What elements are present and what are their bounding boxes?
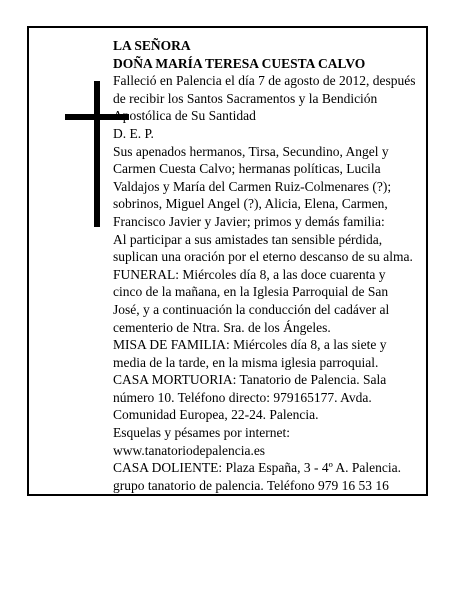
death-announcement: Falleció en Palencia el día 7 de agosto de 2012, después de recibir los Santos Sacramentos y la Bendición Apostólica de Su Santidad [113, 73, 416, 124]
notice-title-line1: LA SEÑORA [113, 38, 191, 53]
family-mourners: Sus apenados hermanos, Tirsa, Secundino, Angel y Carmen Cuesta Calvo; hermanas políticas, Lucila Valdajos y María del Carmen Ruiz-Colmenares (?); sobrinos, Miguel Angel (?), Alicia, Elena, Carmen, Francisco Javier y Javier; primos y demás familia: [113, 143, 392, 229]
funeral-home-details: CASA MORTUORIA: Tanatorio de Palencia. Sala número 10. Teléfono directo: 979165177. Avda. Comunidad Europea, 22-24. Palencia. [113, 372, 387, 423]
rip-text: D. E. P. [113, 125, 154, 141]
prayer-request: Al participar a sus amistades tan sensible pérdida, suplican una oración por el eterno descanso de su alma. [113, 231, 413, 265]
notice-text-block [113, 37, 418, 494]
cross-vertical-bar [94, 81, 100, 227]
mourning-house-details: CASA DOLIENTE: Plaza España, 3 - 4º A. Palencia. grupo tanatorio de palencia. Teléfono 979 16 53 16 [113, 460, 402, 493]
online-condolences: Esquelas y pésames por internet: www.tanatoriodepalencia.es [113, 425, 290, 458]
deceased-name: DOÑA MARÍA TERESA CUESTA CALVO [113, 55, 366, 71]
funeral-details: FUNERAL: Miércoles día 8, a las doce cuarenta y cinco de la mañana, en la Iglesia Parroquial de San José, y a continuación la conducción del cadáver al cementerio de Ntra. Sra. de los Ángeles. [113, 266, 390, 335]
family-mass-details: MISA DE FAMILIA: Miércoles día 8, a las siete y media de la tarde, en la misma iglesia parroquial. [113, 337, 387, 370]
